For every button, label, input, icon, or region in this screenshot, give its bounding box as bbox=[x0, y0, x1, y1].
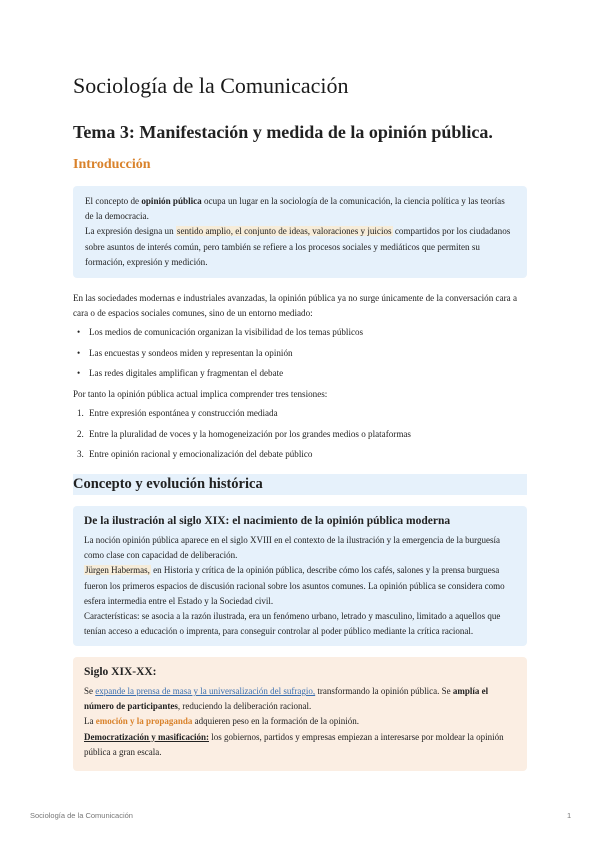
history-paragraph-1: La noción opinión pública aparece en el siglo XVIII en el contexto de la ilustración y la emergencia de la burguesía como clase con capacidad de deliberación. bbox=[84, 535, 501, 561]
century-heading: Siglo XIX-XX: bbox=[84, 666, 157, 678]
intro-callout bbox=[73, 186, 527, 278]
intro-heading: Introducción bbox=[73, 157, 151, 172]
text-span: Se bbox=[84, 686, 96, 696]
footer-title: Sociología de la Comunicación bbox=[30, 811, 133, 820]
bullet-list bbox=[73, 325, 533, 387]
list-item bbox=[73, 447, 533, 468]
list-item bbox=[73, 406, 533, 427]
century-paragraph-3 bbox=[84, 730, 516, 760]
document-title: Sociología de la Comunicación bbox=[73, 73, 349, 98]
list-number: 3. bbox=[77, 449, 84, 459]
orange-term: emoción y la propaganda bbox=[95, 716, 193, 727]
history-paragraph-2 bbox=[84, 563, 516, 609]
intro-paragraph-2 bbox=[85, 224, 515, 270]
text-span: en Historia y crítica de la opinión pública, describe cómo los cafés, salones y la prensa burguesa fueron los primeros espacios de discusión racional sobre los asuntos comunes. La opinión pública se considera como esfera intermedia entre el Estado y la Sociedad civil. bbox=[84, 565, 505, 606]
numbered-list bbox=[73, 406, 533, 468]
text-span: La bbox=[84, 716, 96, 727]
topic-title: Tema 3: Manifestación y medida de la opinión pública. bbox=[73, 122, 493, 142]
history-heading: De la ilustración al siglo XIX: el nacimiento de la opinión pública moderna bbox=[84, 515, 451, 527]
list-item bbox=[73, 346, 533, 367]
intro-paragraph-1 bbox=[85, 194, 515, 224]
page-number: 1 bbox=[567, 811, 572, 820]
bold-term: amplía el número de participantes bbox=[84, 686, 489, 712]
century-paragraph-2 bbox=[84, 714, 516, 729]
section-heading: Concepto y evolución histórica bbox=[73, 476, 263, 492]
section-heading-bar bbox=[73, 474, 527, 495]
text-span: los gobiernos, partidos y empresas empiezan a interesarse por moldear la opinión pública a gran escala. bbox=[84, 731, 504, 757]
bullet-icon: • bbox=[77, 368, 81, 378]
history-paragraph-3: Características: se asocia a la razón ilustrada, era un fenómeno urbano, letrado y masculino, limitado a aquellos que tenían acceso a educación o imprenta, para conseguir controlar al poder público mediante la crítica racional. bbox=[84, 611, 501, 637]
list-number: 2. bbox=[77, 428, 84, 439]
list-item-text: Entre opinión racional y emocionalización del debate público bbox=[89, 449, 313, 459]
text-span: , reduciendo la deliberación racional. bbox=[177, 701, 312, 712]
underlined-link-text[interactable]: expande la prensa de masa y la universalización del sufragio, bbox=[95, 686, 316, 696]
highlighted-text: sentido amplio, el conjunto de ideas, valoraciones y juicios bbox=[176, 226, 392, 237]
century-callout bbox=[73, 657, 527, 771]
century-paragraph-1 bbox=[84, 684, 516, 714]
list-item bbox=[73, 366, 533, 387]
list-item-text: Entre expresión espontánea y construcción mediada bbox=[89, 408, 278, 418]
bold-term: opinión pública bbox=[141, 196, 202, 206]
list-item bbox=[73, 427, 533, 448]
history-callout bbox=[73, 506, 527, 646]
list-item-text: Las redes digitales amplifican y fragmentan el debate bbox=[89, 368, 284, 378]
list-item-text: Entre la pluralidad de voces y la homogeneización por los grandes medios o plataformas bbox=[89, 428, 411, 439]
text-span: compartidos por los ciudadanos sobre asuntos de interés común, pero también se refiere a los procesos sociales y mediáticos que permiten su formación, expresión y medición. bbox=[85, 226, 511, 267]
text-span: El concepto de bbox=[85, 196, 142, 206]
list-item-text: Las encuestas y sondeos miden y representan la opinión bbox=[89, 347, 293, 358]
text-span: ocupa un lugar en la sociología de la comunicación, la ciencia política y las teorías de la democracia. bbox=[85, 196, 505, 222]
underlined-term: Democratización y masificación: bbox=[84, 731, 209, 742]
text-span: transformando la opinión pública. Se bbox=[315, 686, 453, 696]
highlighted-text: Jürgen Habermas, bbox=[85, 565, 150, 576]
bullet-icon: • bbox=[77, 347, 81, 358]
list-item-text: Los medios de comunicación organizan la visibilidad de los temas públicos bbox=[89, 327, 364, 337]
tensions-intro: Por tanto la opinión pública actual implica comprender tres tensiones: bbox=[73, 389, 328, 399]
context-paragraph: En las sociedades modernas e industriales avanzadas, la opinión pública ya no surge únicamente de la conversación cara a cara o de espacios sociales comunes, sino de un entorno mediado: bbox=[73, 293, 517, 318]
list-number: 1. bbox=[77, 408, 84, 418]
bullet-icon: • bbox=[77, 327, 81, 337]
text-span: adquieren peso en la formación de la opinión. bbox=[192, 716, 360, 727]
text-span: La expresión designa un bbox=[85, 226, 176, 237]
list-item bbox=[73, 325, 533, 346]
